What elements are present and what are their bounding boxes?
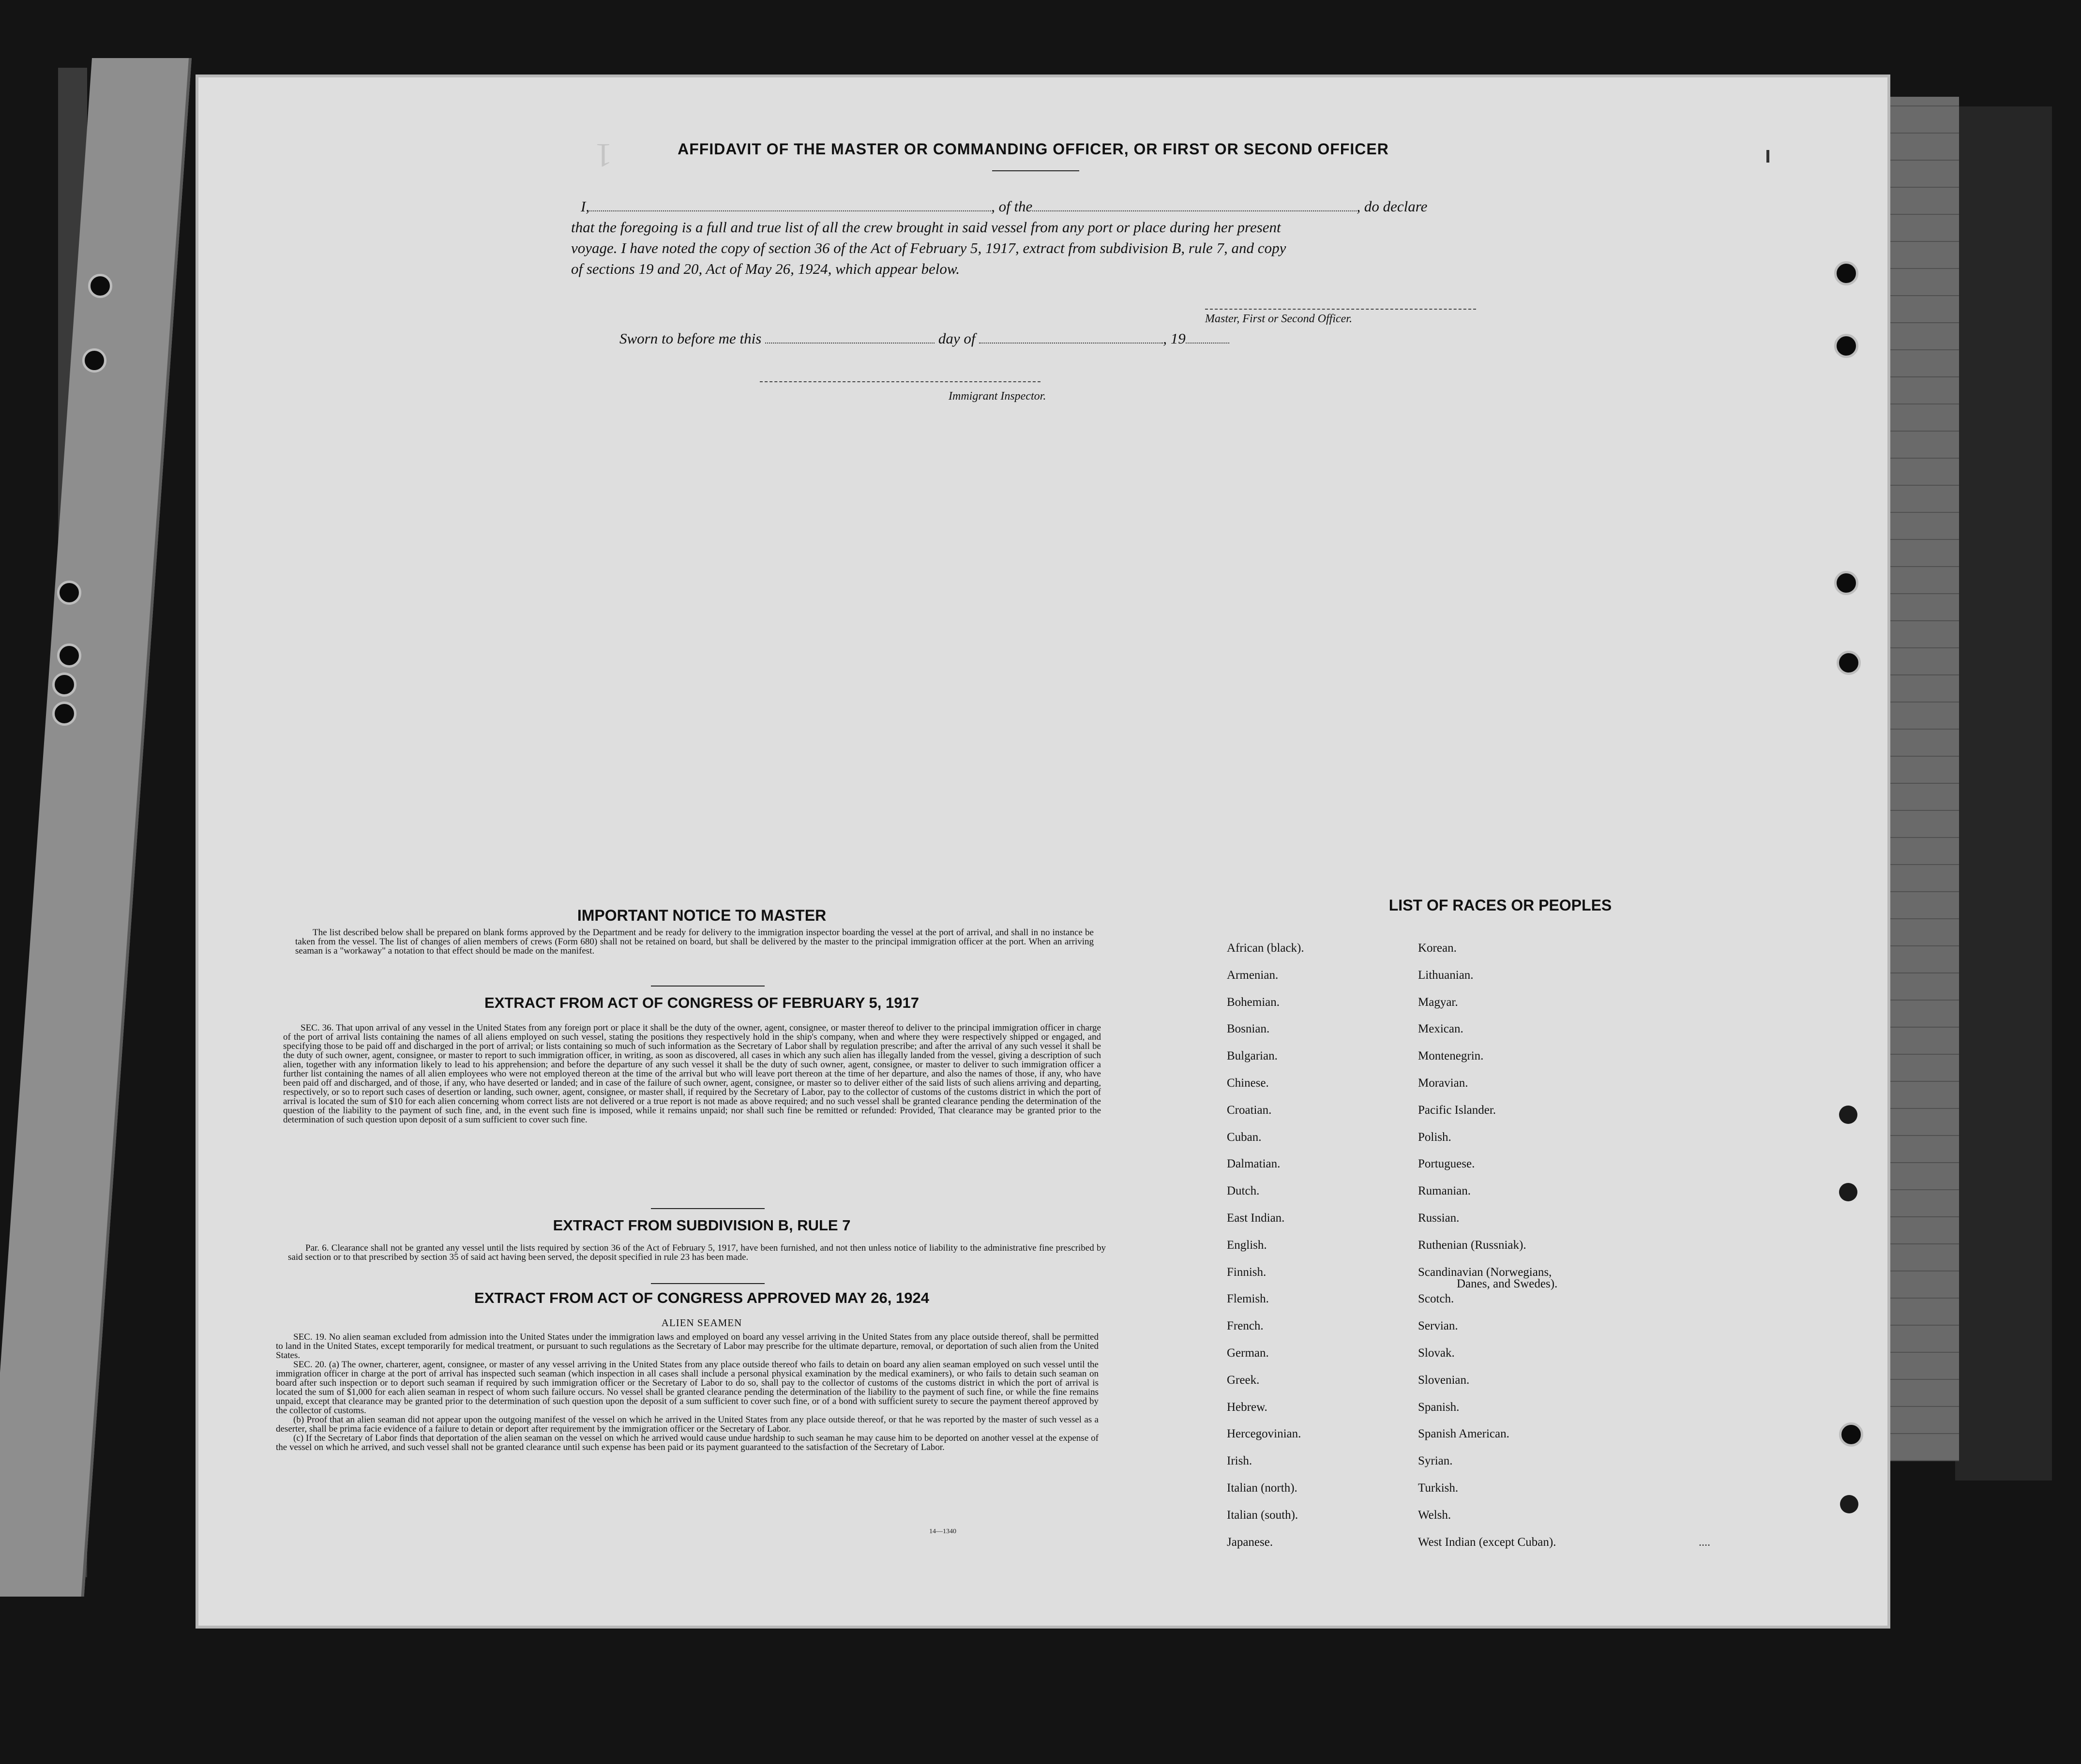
race-item: Lithuanian. xyxy=(1418,969,1474,982)
race-item: Slovenian. xyxy=(1418,1374,1470,1387)
race-item: Montenegrin. xyxy=(1418,1049,1484,1062)
notice-text xyxy=(295,928,1094,956)
sworn-year: , 19 xyxy=(1163,330,1186,347)
section-divider xyxy=(651,1208,765,1209)
race-item: African (black). xyxy=(1227,942,1304,955)
notice-title: IMPORTANT NOTICE TO MASTER xyxy=(577,907,827,924)
race-item: East Indian. xyxy=(1227,1211,1285,1225)
underlying-page-edge xyxy=(1883,97,1959,1461)
race-item: Mexican. xyxy=(1418,1022,1463,1035)
binder-hole xyxy=(88,274,112,298)
race-item: Bosnian. xyxy=(1227,1022,1270,1035)
form-number: 14—1340 xyxy=(929,1528,956,1535)
races-title: LIST OF RACES OR PEOPLES xyxy=(1388,897,1612,914)
alien-seamen-subtitle: ALIEN SEAMEN xyxy=(661,1317,742,1329)
master-signature-label: Master, First or Second Officer. xyxy=(1205,313,1352,325)
master-signature-line[interactable] xyxy=(1205,309,1476,310)
race-item: Moravian. xyxy=(1418,1076,1468,1090)
sec-20b-paragraph: (b) Proof that an alien seaman did not appear upon the outgoing manifest of the vessel on which he arrived in the United States from any place outside thereof, or that he was reported by the master of such vessel as a deserter, shall be prima facie evidence of a failure to detain or deport after requirement by the immigration officer or the Secretary of Labor. xyxy=(276,1415,1099,1434)
binder-hole xyxy=(57,643,81,668)
race-item: Dutch. xyxy=(1227,1184,1260,1197)
extract-1924-text xyxy=(276,1332,1099,1452)
title-underline xyxy=(992,170,1079,171)
affidavit-text xyxy=(571,196,1539,279)
race-item: Cuban. xyxy=(1227,1131,1262,1144)
race-item: Russian. xyxy=(1418,1211,1460,1225)
race-item: Welsh. xyxy=(1418,1509,1451,1522)
affidavit-i: I, xyxy=(581,198,590,215)
sworn-day-of: day of xyxy=(938,330,976,347)
race-item: Bulgarian. xyxy=(1227,1049,1278,1062)
notice-paragraph: The list described below shall be prepared on blank forms approved by the Department and be ready for delivery to the immigration inspector boarding the vessel at the port of arrival, and shall in no instance be taken from the vessel. The list of changes of alien members of crews (Form 680) shall not be retained on board, but shall be delivered by the master to the principal immigration officer at the port. When an arriving seaman is a "workaway" a notation to that effect should be made on the manifest. xyxy=(295,927,1094,956)
binder-hole xyxy=(57,581,81,605)
race-item: Slovak. xyxy=(1418,1346,1455,1360)
section-divider xyxy=(651,986,765,987)
page-punch-hole xyxy=(1840,1495,1858,1513)
race-item: Servian. xyxy=(1418,1319,1458,1332)
underlying-page-dark xyxy=(1955,106,2052,1480)
page-punch-hole xyxy=(1834,334,1858,358)
inspector-signature-label: Immigrant Inspector. xyxy=(949,390,1046,403)
race-item: Pacific Islander. xyxy=(1418,1104,1496,1117)
sec-20c-paragraph: (c) If the Secretary of Labor finds that deportation of the alien seaman on the vessel on which he arrived would cause undue hardship to such seaman he may cause him to be deported on another vessel at the expense of the vessel on which he arrived, and such vessel shall not be granted clearance until such expense has been paid or its payment guaranteed to the satisfaction of the Secretary of Labor. xyxy=(276,1433,1099,1452)
sec-19-paragraph: SEC. 19. No alien seaman excluded from admission into the United States under the immigration laws and employed on board any vessel arriving in the United States from any place outside thereof, shall be permitted to land in the United States, except temporarily for medical treatment, or pursuant to such regulations as the Secretary of Labor may prescribe for the ultimate departure, removal, or deportation of such alien from the United States. xyxy=(276,1332,1099,1360)
race-item: French. xyxy=(1227,1319,1264,1332)
race-item: Turkish. xyxy=(1418,1481,1459,1495)
race-item: Hebrew. xyxy=(1227,1401,1267,1414)
race-item: Bohemian. xyxy=(1227,996,1280,1009)
sworn-line xyxy=(619,330,1229,347)
race-item: Spanish American. xyxy=(1418,1427,1509,1440)
page-punch-hole xyxy=(1837,651,1861,675)
sec-20a-paragraph: SEC. 20. (a) The owner, charterer, agent, consignee, or master of any vessel arriving in the United States from any place outside thereof who fails to detain on board any alien seaman employed on such vessel until the immigration officer in charge at the port of arrival has inspected such seaman (which inspection in all cases shall include a personal physical examination by the medical examiners), or who fails to detain such seaman on board after such inspection or to deport such seaman if required by such immigration officer or the Secretary of Labor to do so, shall pay to the collector of customs of the customs district in which the port of arrival is located the sum of $1,000 for each alien seaman in respect of whom such failure occurs. No vessel shall be granted clearance pending the determination of the liability to the payment of such fine, or while the fine remains unpaid, except that clearance may be granted prior to the determination of such question upon the deposit of a sum sufficient to cover such fine, or of a bond with sufficient surety to secure the payment thereof approved by the collector of customs. xyxy=(276,1360,1099,1416)
sworn-day-blank[interactable] xyxy=(765,343,935,344)
page-punch-hole xyxy=(1839,1183,1857,1201)
extract-1917-title: EXTRACT FROM ACT OF CONGRESS OF FEBRUARY 5, 1917 xyxy=(484,994,919,1011)
race-item: English. xyxy=(1227,1239,1267,1252)
inspector-signature-line[interactable] xyxy=(760,381,1040,382)
race-item: Polish. xyxy=(1418,1131,1451,1144)
affidavit-title: AFFIDAVIT OF THE MASTER OR COMMANDING OFFICER, OR FIRST OR SECOND OFFICER xyxy=(678,140,1389,158)
binder-hole xyxy=(82,348,106,373)
extract-1924-title: EXTRACT FROM ACT OF CONGRESS APPROVED MAY 26, 1924 xyxy=(474,1289,929,1306)
race-item: Korean. xyxy=(1418,942,1457,955)
affidavit-of-the: , of the xyxy=(991,198,1033,215)
race-item: Syrian. xyxy=(1418,1454,1453,1467)
bleed-through-mark: 1 xyxy=(595,136,612,174)
race-item: Scotch. xyxy=(1418,1292,1454,1305)
name-blank[interactable] xyxy=(589,210,991,211)
rule7-text xyxy=(288,1243,1106,1262)
par-6-paragraph: Par. 6. Clearance shall not be granted any vessel until the lists required by section 36 of the Act of February 5, 1917, have been furnished, and not then unless notice of liability to the administrative fine prescribed by said section or to that prescribed by section 35 of said act having been served, the deposit specified in rule 23 has been made. xyxy=(288,1243,1106,1262)
race-item: Croatian. xyxy=(1227,1104,1272,1117)
race-item: West Indian (except Cuban). xyxy=(1418,1536,1556,1549)
race-item: Magyar. xyxy=(1418,996,1458,1009)
race-item: Portuguese. xyxy=(1418,1157,1475,1170)
race-item: Italian (north). xyxy=(1227,1481,1297,1495)
race-item: German. xyxy=(1227,1346,1269,1360)
race-item: Ruthenian (Russniak). xyxy=(1418,1239,1526,1252)
affidavit-line-4: of sections 19 and 20, Act of May 26, 1924, which appear below. xyxy=(571,260,960,277)
race-item: Scandinavian (Norwegians, xyxy=(1418,1266,1552,1279)
race-item: Chinese. xyxy=(1227,1076,1269,1090)
trailing-dots: .... xyxy=(1699,1536,1710,1549)
section-divider xyxy=(651,1283,765,1284)
vessel-blank[interactable] xyxy=(1032,210,1357,211)
race-item: Finnish. xyxy=(1227,1266,1267,1279)
page-punch-hole xyxy=(1839,1106,1857,1124)
affidavit-line-3: voyage. I have noted the copy of section 36 of the Act of February 5, 1917, extract from subdivision B, rule 7, and copy xyxy=(571,239,1286,256)
page-punch-hole xyxy=(1839,1422,1863,1447)
manifest-page xyxy=(198,77,1887,1626)
race-item: Greek. xyxy=(1227,1374,1260,1387)
race-item: Rumanian. xyxy=(1418,1184,1471,1197)
race-item-continuation: Danes, and Swedes). xyxy=(1457,1277,1558,1290)
sworn-month-blank[interactable] xyxy=(979,343,1163,344)
page-punch-hole xyxy=(1834,261,1858,285)
sworn-year-blank[interactable] xyxy=(1186,343,1229,344)
race-item: Irish. xyxy=(1227,1454,1252,1467)
race-item: Italian (south). xyxy=(1227,1509,1298,1522)
page-punch-hole xyxy=(1834,571,1858,595)
section-36-paragraph: SEC. 36. That upon arrival of any vessel in the United States from any foreign port or place it shall be the duty of the owner, agent, consignee, or master thereof to deliver to the principal immigration officer in charge of the port of arrival lists containing the names of all aliens employed on such vessel, stating the positions they respectively hold in the ship's company, when and where they were respectively shipped or engaged, and specifying those to be paid off and discharged in the port of arrival; or lists containing so much of such information as the Secretary of Labor shall by regulation prescribe; and after the arrival of any such vessel it shall be the duty of such owner, agent, consignee, or master to report to such immigration officer, in writing, as soon as discovered, all cases in which any such alien has illegally landed from the vessel, giving a description of such alien, together with any information likely to lead to his apprehension; and before the departure of any such vessel it shall be the duty of such owner, agent, consignee, or master to deliver to such immigration officer a further list containing the names of all alien employees who were not employed thereon at the time of the arrival but who will leave port thereon at the time of her departure, and also the names of those, if any, who have been paid off and discharged, and of those, if any, who have deserted or landed; and in case of the failure of such owner, agent, consignee, or master so to deliver either of the said lists of such aliens arriving and departing, respectively, or so to report such cases of desertion or landing, such owner, agent, consignee, or master shall, if required by the Secretary of Labor, pay to the collector of customs of the customs district in which the port of arrival is located the sum of $10 for each alien concerning whom correct lists are not delivered or a true report is not made as above required; and no such vessel shall be granted clearance pending the determination of the question of the liability to the payment of such fine, and, in the event such fine is imposed, while it remains unpaid; nor shall such fine be remitted or refunded: Provided, That clearance may be granted prior to the determination of such question upon deposit of a sum sufficient to cover such fine. xyxy=(283,1023,1101,1125)
race-item: Flemish. xyxy=(1227,1292,1269,1305)
affidavit-declare: , do declare xyxy=(1357,198,1428,215)
sworn-prefix: Sworn to before me this xyxy=(619,330,762,347)
race-item: Japanese. xyxy=(1227,1536,1273,1549)
race-item: Spanish. xyxy=(1418,1401,1460,1414)
binder-hole xyxy=(52,673,76,697)
race-item: Hercegovinian. xyxy=(1227,1427,1301,1440)
affidavit-line-2: that the foregoing is a full and true list of all the crew brought in said vessel from any port or place during her present xyxy=(571,219,1281,236)
rule7-title: EXTRACT FROM SUBDIVISION B, RULE 7 xyxy=(553,1217,851,1234)
extract-1917-text xyxy=(283,1023,1101,1124)
binder-hole xyxy=(52,702,76,726)
race-item: Armenian. xyxy=(1227,969,1279,982)
race-item: Dalmatian. xyxy=(1227,1157,1281,1170)
